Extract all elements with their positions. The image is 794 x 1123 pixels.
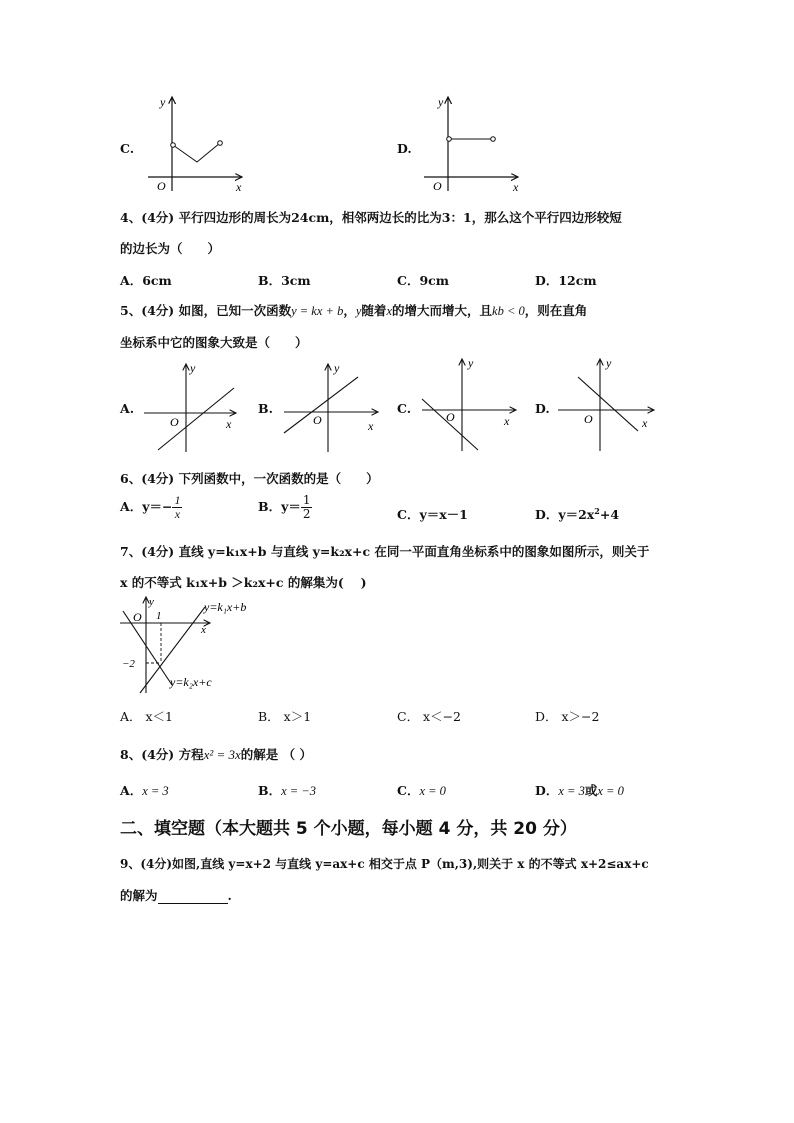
- q4-option-a[interactable]: A．6cm: [120, 273, 172, 288]
- open-point: [491, 137, 496, 142]
- q5-expr-y: y: [355, 304, 362, 318]
- svg-text:O: O: [133, 610, 142, 624]
- open-point: [447, 137, 452, 142]
- open-point: [218, 141, 223, 146]
- origin-label: O: [433, 179, 442, 193]
- q9-stem-line1: 9、(4分)如图,直线 y=x+2 与直线 y=ax+c 相交于点 P（m,3),则关于 x 的不等式 x+2≤ax+c: [120, 857, 649, 871]
- q9-stem-line2: 的解为 .: [120, 888, 232, 903]
- svg-text:y: y: [334, 361, 340, 375]
- svg-text:x: x: [226, 417, 232, 431]
- axis-label-x: x: [236, 180, 242, 194]
- q6-stem: 6、(4分) 下列函数中，一次函数的是（ ）: [120, 471, 379, 486]
- svg-text:x: x: [368, 419, 374, 433]
- q5-stem-e: ，则在直角: [524, 303, 588, 318]
- svg-text:x: x: [642, 416, 648, 430]
- q8-option-a[interactable]: A．x = 3: [120, 783, 169, 798]
- q7-option-d[interactable]: D． x＞−2: [535, 709, 600, 724]
- q3-option-d-label: D.: [397, 141, 412, 156]
- q5-stem-line2: 坐标系中它的图象大致是（ ）: [120, 335, 308, 350]
- q5-expr-function: y = kx + b: [291, 304, 344, 318]
- axis-label-y: y: [438, 95, 444, 109]
- q7-stem-line1: 7、(4分) 直线 y=k₁x+b 与直线 y=k₂x+c 在同一平面直角坐标系中的图象如图所示，则关于: [120, 544, 650, 559]
- q5-expr-x: x: [386, 304, 392, 318]
- q8-option-c[interactable]: C．x = 0: [397, 783, 446, 798]
- q3-option-d-graph: [418, 93, 533, 195]
- q5-option-c-label[interactable]: C.: [397, 401, 412, 416]
- q8-option-b[interactable]: B．x = −3: [258, 783, 316, 798]
- q7-option-a[interactable]: A． x＜1: [120, 709, 174, 724]
- section-heading-fill-in: 二、填空题（本大题共 5 个小题，每小题 4 分，共 20 分）: [120, 819, 577, 839]
- q5-stem-d: 的增大而增大，且: [392, 303, 493, 318]
- svg-text:O: O: [446, 410, 455, 424]
- q5-option-b-graph[interactable]: [280, 360, 390, 455]
- svg-text:y=k₂x+c: y=k₂x+c: [170, 675, 212, 689]
- graph-line: [422, 399, 478, 450]
- q3-option-c-graph: [140, 93, 255, 195]
- q5-stem-line1: [120, 301, 587, 319]
- q8-equation: x² = 3x: [203, 747, 241, 762]
- svg-text:O: O: [313, 413, 322, 427]
- q9-answer-blank[interactable]: [158, 891, 228, 904]
- svg-text:y: y: [149, 596, 154, 608]
- open-point: [171, 143, 176, 148]
- q6-option-b[interactable]: B．y＝ $\frac{1}{2}$: [258, 493, 311, 521]
- q5-option-a-graph[interactable]: [140, 360, 250, 455]
- q5-expr-kb: kb < 0: [492, 304, 525, 318]
- q3-option-c-label: C.: [120, 141, 135, 156]
- svg-text:y: y: [606, 356, 612, 370]
- q4-option-c[interactable]: C．9cm: [397, 273, 449, 288]
- axis-label-y: y: [160, 95, 166, 109]
- svg-text:y: y: [190, 361, 196, 375]
- q6-option-d[interactable]: D．$y=2x^2+4$: [535, 505, 620, 522]
- q5-option-c-graph[interactable]: [418, 355, 528, 455]
- svg-text:O: O: [584, 412, 593, 426]
- line-k2: [123, 611, 172, 685]
- q4-stem-line2: 的边长为（ ）: [120, 241, 221, 256]
- q7-option-b[interactable]: B． x＞1: [258, 709, 312, 724]
- q8-option-d[interactable]: D．x = 3或x = 0: [535, 783, 624, 798]
- svg-text:−2: −2: [122, 658, 135, 670]
- svg-text:O: O: [170, 415, 179, 429]
- svg-text:y: y: [468, 356, 474, 370]
- q5-stem-a: 5、(4分) 如图，已知一次函数: [120, 303, 292, 318]
- q6-option-a[interactable]: A．y＝− $\frac{1}{x}$: [120, 493, 181, 521]
- q5-stem-b: ，: [343, 303, 356, 318]
- svg-text:y=k₁x+b: y=k₁x+b: [204, 600, 247, 614]
- svg-text:x: x: [504, 414, 510, 428]
- svg-text:1: 1: [156, 610, 162, 622]
- origin-label: O: [157, 179, 166, 193]
- svg-text:x: x: [201, 624, 206, 636]
- q5-option-d-label[interactable]: D.: [535, 401, 550, 416]
- q5-option-a-label[interactable]: A.: [120, 401, 135, 416]
- q7-graph: [118, 593, 278, 697]
- q5-option-b-label[interactable]: B.: [258, 401, 273, 416]
- q7-stem-line2: x 的不等式 k₁x+b ＞k₂x+c 的解集为( ): [120, 575, 367, 590]
- q5-stem-c: 随着: [361, 303, 387, 318]
- q8-stem: 8、(4分) 方程x² = 3x的解是 （ ）: [120, 747, 313, 762]
- q5-option-d-graph[interactable]: [556, 355, 666, 455]
- q4-stem-line1: 4、(4分) 平行四边形的周长为24cm，相邻两边长的比为3：1，那么这个平行四边形较短: [120, 210, 622, 225]
- q4-option-d[interactable]: D．12cm: [535, 273, 597, 288]
- q4-option-b[interactable]: B．3cm: [258, 273, 311, 288]
- q7-option-c[interactable]: C． x＜−2: [397, 709, 462, 724]
- graph-line: [173, 143, 220, 162]
- axis-label-x: x: [513, 180, 519, 194]
- q6-option-c[interactable]: C．y＝x－1: [397, 507, 468, 522]
